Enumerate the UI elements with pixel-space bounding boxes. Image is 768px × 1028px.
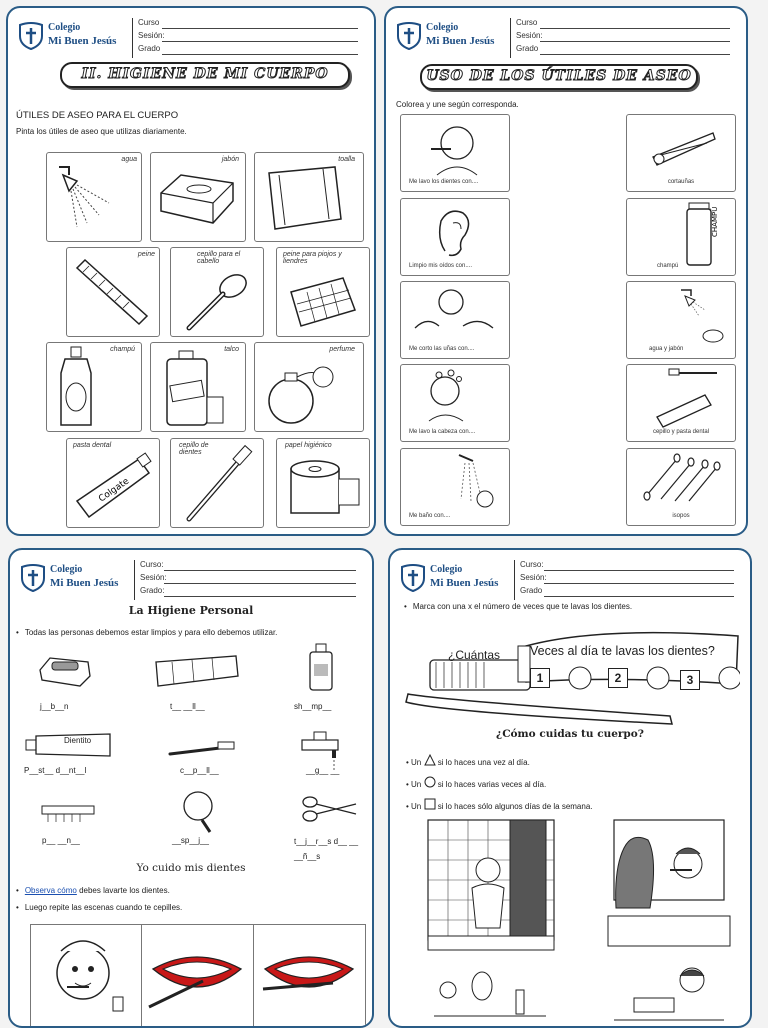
item-card-talc[interactable] — [150, 342, 246, 432]
shampoo-bottle-icon — [627, 199, 735, 275]
right-card-shampoo[interactable] — [626, 198, 736, 276]
worksheet-page-3 — [8, 548, 374, 1028]
toilet-paper-icon — [277, 439, 369, 527]
school-logo — [396, 18, 506, 58]
left-card-ears[interactable] — [400, 198, 510, 276]
grade-field[interactable]: Grado: — [140, 586, 356, 599]
school-name-line2: Mi Buen Jesús — [430, 577, 499, 589]
left-card-teeth[interactable] — [400, 114, 510, 192]
section-title: ¿Cómo cuidas tu cuerpo? — [496, 728, 644, 740]
circle-icon — [424, 776, 436, 788]
course-field[interactable]: Curso — [516, 18, 730, 31]
left-card-bath[interactable] — [400, 448, 510, 526]
intro-bullet: • Todas las personas debemos estar limpios y para ello debemos utilizar. — [16, 628, 277, 637]
page-header — [400, 560, 740, 600]
page-header — [18, 18, 364, 58]
child-brushing-icon — [31, 925, 141, 1028]
header-divider — [514, 560, 515, 600]
worksheet-page-1 — [6, 6, 376, 536]
instruction-text: Colorea y une según corresponda. — [396, 100, 519, 109]
item-card-toothbrush[interactable] — [170, 438, 264, 528]
child-showering-illustration — [426, 818, 556, 952]
right-card-cotton-swabs[interactable] — [626, 448, 736, 526]
course-field[interactable]: Curso: — [520, 560, 734, 573]
count-box-2[interactable]: 2 — [608, 668, 628, 688]
page-title-banner: II. HIGIENE DE MI CUERPO — [60, 62, 350, 88]
item-card-toothpaste[interactable] — [66, 438, 160, 528]
count-box-3[interactable]: 3 — [680, 670, 700, 690]
fill-word[interactable]: c__p__ll__ — [180, 766, 219, 775]
student-fields — [140, 560, 356, 599]
item-label: pasta dental — [73, 442, 112, 449]
hairbrush-icon — [171, 248, 263, 336]
toothpaste-label: Dientito — [64, 736, 92, 745]
left-card-head[interactable] — [400, 364, 510, 442]
school-name-line2: Mi Buen Jesús — [426, 35, 495, 47]
fill-word[interactable]: sh__mp__ — [294, 702, 332, 711]
page-title-banner: USO DE LOS ÚTILES DE ASEO — [420, 64, 698, 90]
page-header — [20, 560, 362, 600]
brushing-steps-panel — [30, 924, 366, 1028]
worksheet-page-4 — [388, 548, 752, 1028]
item-card-comb[interactable] — [66, 247, 160, 337]
shampoo-bottle-icon — [47, 343, 141, 431]
school-logo — [20, 560, 130, 600]
mouth-teeth-icon — [253, 925, 365, 1028]
towel-icon — [255, 153, 363, 241]
toothpaste-tube-icon — [24, 730, 114, 760]
section-heading: ÚTILES DE ASEO PARA EL CUERPO — [16, 110, 179, 121]
shampoo-bottle-icon — [306, 642, 336, 692]
session-field[interactable]: Sesión: — [520, 573, 734, 586]
soap-bar-icon — [36, 650, 96, 690]
student-fields — [516, 18, 730, 57]
school-name-line1: Colegio — [426, 22, 459, 33]
grade-field[interactable]: Grado — [138, 44, 358, 57]
fill-word[interactable]: t__j__r__s d__ __ __ñ__s — [294, 837, 359, 861]
item-card-lice-comb[interactable] — [276, 247, 370, 337]
fill-word[interactable]: __sp__j__ — [172, 836, 209, 845]
shampoo-text: CHAMPÚ — [711, 206, 719, 237]
item-label: cepillo de dientes — [179, 442, 209, 456]
legend-circle: • Un si lo haces varias veces al día. — [406, 776, 546, 789]
item-label: papel higiénico — [285, 442, 332, 449]
page-header — [396, 18, 736, 58]
fill-word[interactable]: P__st__ d__nt__l — [24, 766, 87, 775]
card-caption: Me baño con.... — [409, 513, 451, 519]
right-card-brush-paste[interactable] — [626, 364, 736, 442]
shield-cross-icon — [396, 22, 422, 50]
item-card-towel[interactable] — [254, 152, 364, 242]
school-name-line2: Mi Buen Jesús — [50, 577, 119, 589]
course-field[interactable]: Curso: — [140, 560, 356, 573]
item-card-soap[interactable] — [150, 152, 246, 242]
card-caption: Me lavo la cabeza con.... — [409, 429, 476, 435]
school-name-line1: Colegio — [430, 564, 463, 575]
school-name-line1: Colegio — [48, 22, 81, 33]
shield-cross-icon — [18, 22, 44, 50]
card-caption: isopos — [672, 513, 690, 519]
talc-bottle-icon — [151, 343, 245, 431]
left-card-nails[interactable] — [400, 281, 510, 359]
item-label: jabón — [221, 156, 239, 163]
toothbrush-icon — [171, 439, 263, 527]
worksheet-page-2 — [384, 6, 748, 536]
right-card-water-soap[interactable] — [626, 281, 736, 359]
triangle-icon — [424, 754, 436, 766]
item-card-toilet-paper[interactable] — [276, 438, 370, 528]
fill-word[interactable]: j__b__n — [40, 702, 69, 711]
school-name-line1: Colegio — [50, 564, 83, 575]
comb-icon — [38, 802, 98, 826]
brush-question-part: ¿Cuántas — [448, 648, 501, 662]
header-divider — [510, 18, 511, 58]
school-name-line2: Mi Buen Jesús — [48, 35, 117, 47]
instruction-text: Pinta los útiles de aseo que utilizas diariamente. — [16, 127, 187, 136]
bullet-observe: • Observa cómo debes lavarte los dientes. — [16, 886, 170, 895]
item-label: perfume — [329, 346, 355, 353]
observe-link[interactable]: Observa cómo — [24, 886, 77, 895]
perfume-bottle-icon — [255, 343, 363, 431]
shield-cross-icon — [20, 564, 46, 592]
fill-word[interactable]: __g__ __ — [306, 766, 340, 775]
fine-comb-icon — [277, 248, 369, 336]
session-field[interactable]: Sesión: — [138, 31, 358, 44]
item-label: peine — [137, 251, 155, 258]
soap-icon — [151, 153, 245, 241]
shield-cross-icon — [400, 564, 426, 592]
item-label: agua — [121, 156, 137, 163]
right-card-nail-clipper[interactable] — [626, 114, 736, 192]
toothbrush-icon — [168, 740, 238, 760]
session-field[interactable]: Sesión: — [140, 573, 356, 586]
bathroom-items-illustration — [426, 960, 556, 1028]
legend-square: • Un si lo haces sólo algunos días de la semana. — [406, 798, 593, 811]
session-field[interactable]: Sesión: — [516, 31, 730, 44]
item-label: champú — [110, 346, 135, 353]
school-logo — [400, 560, 510, 600]
header-divider — [132, 18, 133, 58]
item-label: peine para piojos y liendres — [283, 251, 342, 265]
card-caption: Limpio mis oídos con.... — [409, 263, 473, 269]
item-card-water[interactable] — [46, 152, 142, 242]
mark-instruction: • Marca con una x el número de veces que te lavas los dientes. — [404, 602, 632, 611]
card-caption: champú — [657, 263, 679, 269]
square-icon — [424, 798, 436, 810]
toothpaste-tube-icon — [67, 439, 159, 527]
legend-triangle: • Un si lo haces una vez al día. — [406, 754, 530, 767]
fill-word[interactable]: t__ __ll__ — [170, 702, 205, 711]
scissors-icon — [300, 794, 360, 824]
bullet-repeat: • Luego repite las escenas cuando te cepilles. — [16, 903, 182, 912]
item-card-shampoo[interactable] — [46, 342, 142, 432]
item-label: talco — [224, 346, 239, 353]
fill-word[interactable]: p__ __n__ — [42, 836, 80, 845]
student-fields — [138, 18, 358, 57]
grade-field[interactable]: Grado — [520, 586, 734, 599]
item-label: cepillo para el cabello — [197, 251, 241, 265]
card-caption: cortauñas — [667, 179, 695, 185]
card-caption: Me corto las uñas con.... — [409, 346, 475, 352]
girl-brushing-mirror-illustration — [604, 818, 734, 952]
towel-icon — [152, 652, 242, 692]
school-logo — [18, 18, 128, 58]
card-caption: cepillo y pasta dental — [652, 429, 710, 435]
mouth-teeth-icon — [141, 925, 253, 1028]
child-washing-hands-illustration — [604, 960, 734, 1028]
section-subtitle: Yo cuido mis dientes — [136, 862, 246, 874]
page-title: La Higiene Personal — [128, 604, 254, 617]
comb-icon — [67, 248, 159, 336]
shower-icon — [47, 153, 141, 241]
student-fields — [520, 560, 734, 599]
count-box-1[interactable]: 1 — [530, 668, 550, 688]
card-caption: Me lavo los dientes con.... — [409, 179, 479, 185]
course-field[interactable]: Curso — [138, 18, 358, 31]
svg-text:Colgate: Colgate — [97, 476, 132, 505]
item-label: toalla — [338, 156, 355, 163]
grade-field[interactable]: Grado — [516, 44, 730, 57]
card-caption: agua y jabón — [649, 346, 684, 352]
header-divider — [134, 560, 135, 600]
brush-question-title: Veces al día te lavas los dientes? — [530, 644, 715, 658]
item-card-perfume[interactable] — [254, 342, 364, 432]
hand-mirror-icon — [180, 790, 220, 834]
item-card-hairbrush[interactable] — [170, 247, 264, 337]
